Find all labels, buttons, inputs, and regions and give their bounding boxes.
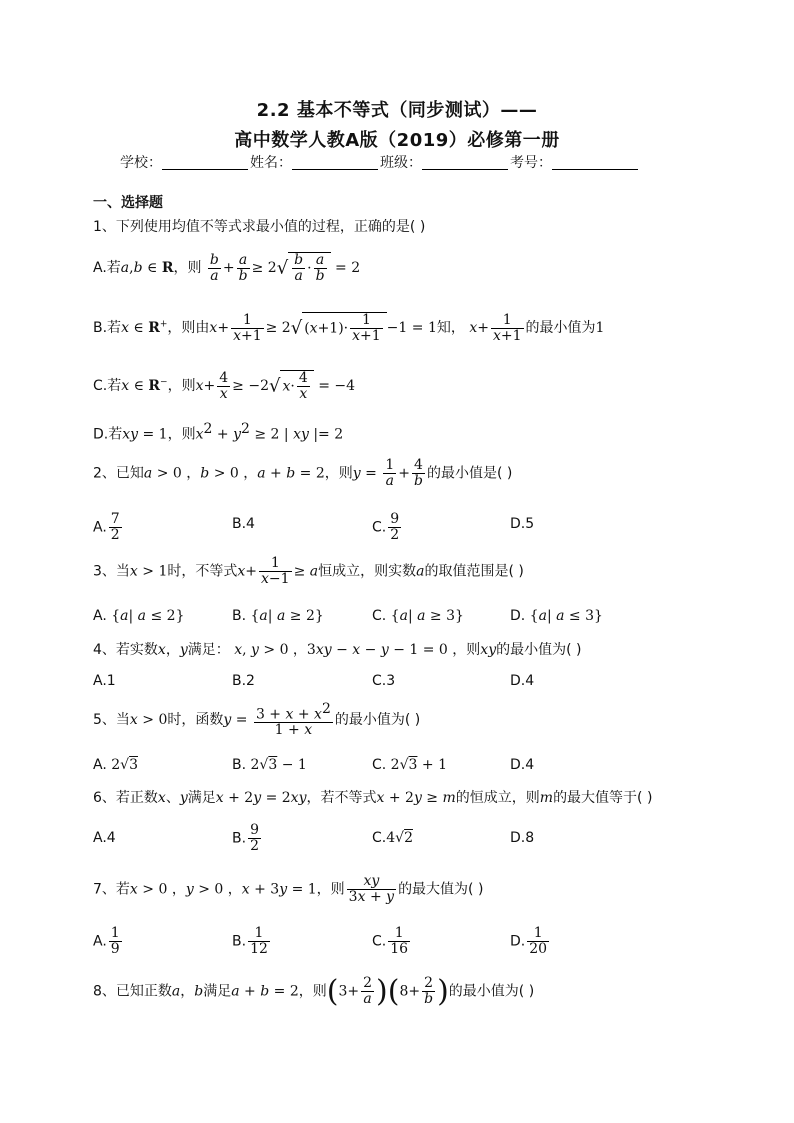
question-7-option-b[interactable]: B. $\frac{1}{12}$ xyxy=(232,925,268,957)
question-5-option-d[interactable]: D.4 xyxy=(510,757,535,773)
question-3-option-a[interactable]: A. {a| a ≤ 2} xyxy=(93,608,185,624)
question-5-option-a[interactable]: A. 2√3 xyxy=(93,757,138,773)
question-8-stem: 8、已知正数a，b满足a + b = 2，则(3+ $\frac{2}{a}$ )(8+ $\frac{2}{b}$ )的最小值为( ) xyxy=(93,974,535,1009)
question-7-option-d[interactable]: D. $\frac{1}{20}$ xyxy=(510,925,548,957)
question-6-option-d[interactable]: D.8 xyxy=(510,830,535,846)
section-heading: 一、选择题 xyxy=(93,195,163,211)
question-3-option-c[interactable]: C. {a| a ≥ 3} xyxy=(372,608,464,624)
page-title: 2.2 基本不等式（同步测试）—— xyxy=(256,100,538,121)
school-label: 学校： xyxy=(120,155,162,171)
number-label: 考号： xyxy=(510,155,552,171)
student-info-row xyxy=(120,152,640,172)
question-2-stem: 2、已知a > 0 ，b > 0 ，a + b = 2，则y = $\frac{1}{a}$ + $\frac{4}{b}$ 的最小值是( ) xyxy=(93,457,513,489)
question-4-option-b[interactable]: B.2 xyxy=(232,673,255,689)
question-2-option-d[interactable]: D.5 xyxy=(510,516,535,532)
question-7-option-a[interactable]: A. $\frac{1}{9}$ xyxy=(93,925,120,957)
question-6-option-a[interactable]: A.4 xyxy=(93,830,116,846)
name-label: 姓名： xyxy=(250,155,292,171)
name-blank[interactable] xyxy=(292,155,378,170)
question-4-stem: 4、若实数x，y满足： x, y > 0 ，3xy − x − y − 1 = 0 ，则xy的最小值为( ) xyxy=(93,642,582,658)
question-2-option-b[interactable]: B.4 xyxy=(232,516,255,532)
question-1-option-c[interactable]: C.若x ∈ R−，则x+ $\frac{4}{x}$ ≥ −2√ x· $\frac{4}{x}$ = −4 xyxy=(93,369,356,402)
question-6-option-c[interactable]: C.4√2 xyxy=(372,830,413,846)
question-5-stem: 5、当x > 0时，函数y = $\frac{3 + x + x^2}{1 + x}$ 的最小值为( ) xyxy=(93,701,421,739)
question-1-stem: 1、下列使用均值不等式求最小值的过程，正确的是( ) xyxy=(93,219,426,235)
question-3-option-b[interactable]: B. {a| a ≥ 2} xyxy=(232,608,324,624)
question-7-option-c[interactable]: C. $\frac{1}{16}$ xyxy=(372,925,409,957)
question-1-option-a[interactable]: A.若a,b ∈ R，则 $\frac{b}{a}$ + $\frac{a}{b}$ ≥ 2√ $\frac{b}{a}$ · $\frac{a}{b}$ = 2 xyxy=(93,251,361,284)
question-3-stem: 3、当x > 1时，不等式x+ $\frac{1}{x-1}$ ≥ a恒成立，则实数a的取值范围是( ) xyxy=(93,555,524,587)
question-1-option-b[interactable]: B.若x ∈ R+，则由x+ $\frac{1}{x+1}$ ≥ 2√ (x+1)· $\frac{1}{x+1}$ −1 = 1知， x+ $\frac{1}{x+1}$ 的最小值为1 xyxy=(93,311,605,344)
question-4-option-c[interactable]: C.3 xyxy=(372,673,396,689)
class-label: 班级： xyxy=(380,155,422,171)
question-5-option-c[interactable]: C. 2√3 + 1 xyxy=(372,757,447,773)
question-2-option-c[interactable]: C. $\frac{9}{2}$ xyxy=(372,511,400,543)
question-6-stem: 6、若正数x、y满足x + 2y = 2xy，若不等式x + 2y ≥ m的恒成立，则m的最大值等于( ) xyxy=(93,790,653,806)
number-blank[interactable] xyxy=(552,155,638,170)
question-5-option-b[interactable]: B. 2√3 − 1 xyxy=(232,757,307,773)
question-2-option-a[interactable]: A. $\frac{7}{2}$ xyxy=(93,511,120,543)
question-6-option-b[interactable]: B. $\frac{9}{2}$ xyxy=(232,822,259,854)
question-4-option-a[interactable]: A.1 xyxy=(93,673,116,689)
question-4-option-d[interactable]: D.4 xyxy=(510,673,535,689)
class-blank[interactable] xyxy=(422,155,508,170)
question-1-option-d[interactable]: D.若xy = 1，则$x^2 + y^2 \ge 2$ | xy |= 2 xyxy=(93,421,344,443)
page-subtitle: 高中数学人教A版（2019）必修第一册 xyxy=(234,130,560,151)
question-3-option-d[interactable]: D. {a| a ≤ 3} xyxy=(510,608,603,624)
question-7-stem: 7、若x > 0 ，y > 0 ，x + 3y = 1，则 $\frac{xy}{3x + y}$ 的最大值为( ) xyxy=(93,873,484,905)
school-blank[interactable] xyxy=(162,155,248,170)
